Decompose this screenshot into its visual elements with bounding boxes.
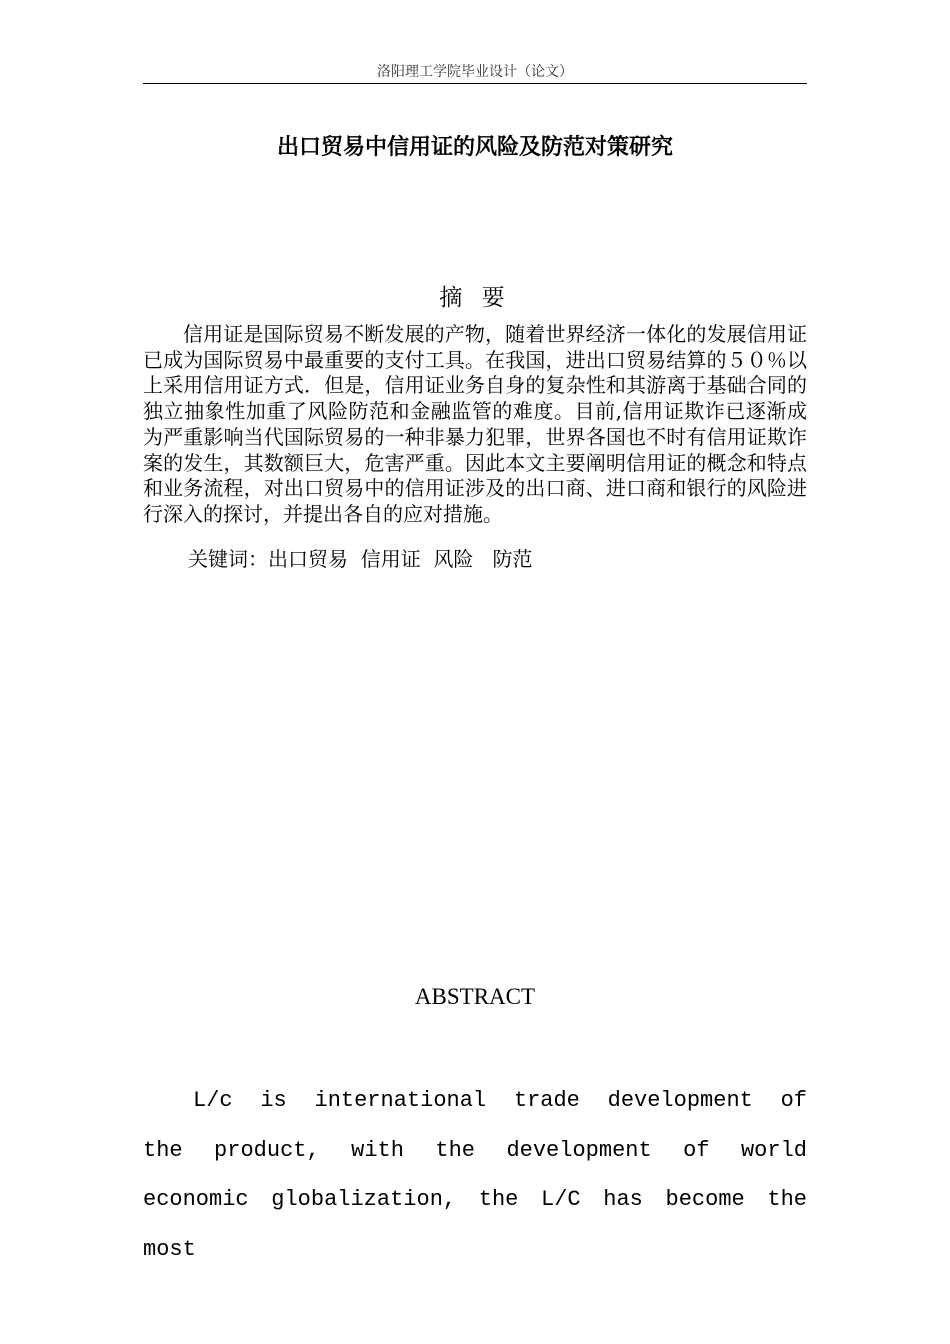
- abstract-body-cn: 信用证是国际贸易不断发展的产物，随着世界经济一体化的发展信用证已成为国际贸易中最重要的支付工具。在我国，进出口贸易结算的５０％以上采用信用证方式．但是，信用证业务自身的复杂性和其游离于基础合同的独立抽象性加重了风险防范和金融监管的难度。目前,信用证欺诈已逐渐成为严重影响当代国际贸易的一种非暴力犯罪，世界各国也不时有信用证欺诈案的发生，其数额巨大，危害严重。因此本文主要阐明信用证的概念和特点和业务流程，对出口贸易中的信用证涉及的出口商、进口商和银行的风险进行深入的探讨，并提出各自的应对措施。: [143, 322, 807, 526]
- running-header: 洛阳理工学院毕业设计（论文）: [377, 64, 573, 80]
- keywords-line: 关键词：出口贸易 信用证 风险 防范: [188, 547, 533, 571]
- abstract-heading-en: ABSTRACT: [414, 984, 536, 1009]
- abstract-body-en: L/c is international trade development of the product, with the development of world economic globalization, the L/C has become the most: [143, 1088, 807, 1262]
- abstract-heading-cn: 摘 要: [439, 285, 511, 311]
- header-divider: [143, 83, 807, 84]
- document-title: 出口贸易中信用证的风险及防范对策研究: [276, 135, 673, 160]
